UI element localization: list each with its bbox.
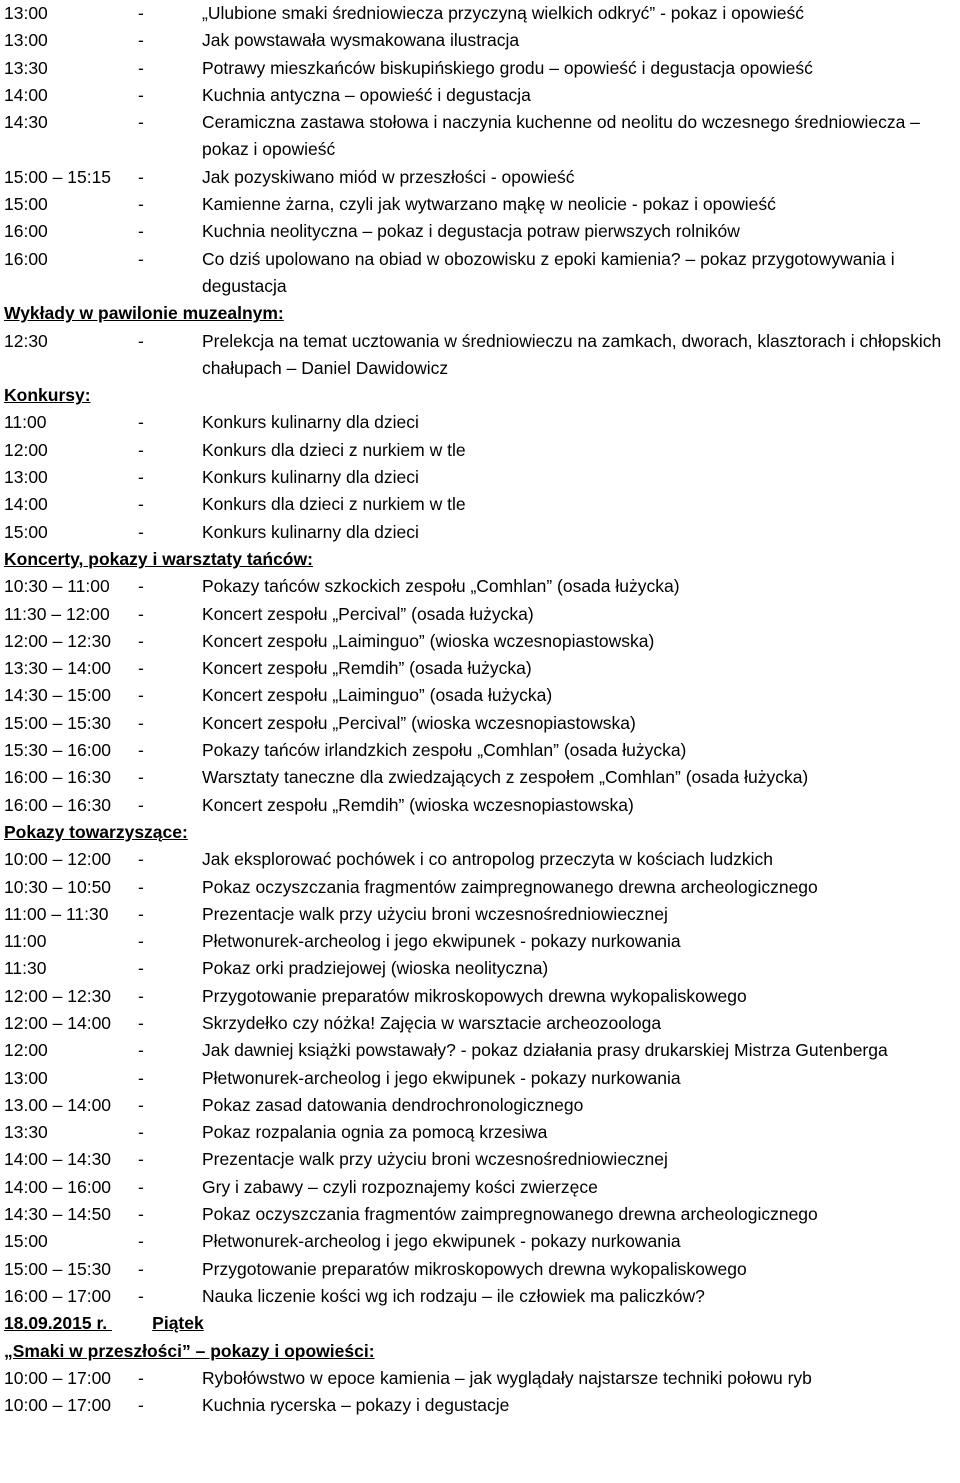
event-time: 12:00: [4, 439, 48, 460]
event-time: 10:30 – 11:00: [4, 576, 110, 597]
day-heading: [4, 1310, 960, 1337]
event-time: 11:30 – 12:00: [4, 603, 110, 624]
separator-dash: -: [138, 248, 144, 269]
schedule-row: [4, 846, 960, 873]
event-description: Potrawy mieszkańców biskupińskiego grodu – opowieść i degustacja opowieść: [202, 57, 813, 78]
schedule-row: [4, 601, 960, 628]
separator-dash: -: [138, 603, 144, 624]
schedule-row: [4, 737, 960, 764]
event-description: Konkurs dla dzieci z nurkiem w tle: [202, 439, 466, 460]
schedule-row: [4, 1256, 960, 1283]
schedule-row: [4, 1092, 960, 1119]
event-description: Płetwonurek-archeolog i jego ekwipunek - pokazy nurkowania: [202, 1067, 681, 1088]
separator-dash: -: [138, 794, 144, 815]
separator-dash: -: [138, 221, 144, 242]
separator-dash: -: [138, 1204, 144, 1225]
event-description: Pokaz zasad datowania dendrochronologicznego: [202, 1094, 584, 1115]
event-time: 16:00 – 16:30: [4, 794, 112, 815]
event-description: Jak dawniej książki powstawały? - pokaz działania prasy drukarskiej Mistrza Gutenberga: [202, 1040, 888, 1061]
event-description: Skrzydełko czy nóżka! Zajęcia w warsztacie archeozoologa: [202, 1012, 662, 1033]
event-time: 16:00 – 17:00: [4, 1285, 112, 1306]
event-time: 14:30 – 15:00: [4, 685, 112, 706]
event-time: 11:00 – 11:30: [4, 903, 109, 924]
schedule-row: [4, 109, 960, 164]
event-time: 15:00 – 15:30: [4, 1258, 112, 1279]
schedule-row: [4, 409, 960, 436]
schedule-row: [4, 573, 960, 600]
event-time: 13:30 – 14:00: [4, 658, 112, 679]
event-description: Konkurs kulinarny dla dzieci: [202, 412, 419, 433]
separator-dash: -: [138, 1285, 144, 1306]
schedule-row: [4, 1392, 960, 1419]
event-time: 12:30: [4, 330, 48, 351]
event-time: 14:00 – 16:00: [4, 1176, 112, 1197]
event-description: Nauka liczenie kości wg ich rodzaju – ile człowiek ma paliczków?: [202, 1285, 705, 1306]
schedule-row: [4, 191, 960, 218]
event-description: Płetwonurek-archeolog i jego ekwipunek - pokazy nurkowania: [202, 1231, 681, 1252]
schedule-row: [4, 1174, 960, 1201]
schedule-row: [4, 437, 960, 464]
separator-dash: -: [138, 1367, 144, 1388]
separator-dash: -: [138, 740, 144, 761]
event-time: 15:00: [4, 1231, 48, 1252]
event-description: Koncert zespołu „Remdih” (osada łużycka): [202, 658, 532, 679]
separator-dash: -: [138, 1122, 144, 1143]
schedule-row: [4, 1119, 960, 1146]
event-time: 10:00 – 12:00: [4, 849, 112, 870]
event-description: Jak eksplorować pochówek i co antropolog przeczyta w kościach ludzkich: [202, 849, 773, 870]
schedule-row: [4, 1365, 960, 1392]
event-time: 16:00: [4, 248, 48, 269]
schedule-row: [4, 1146, 960, 1173]
separator-dash: -: [138, 1176, 144, 1197]
schedule-row: [4, 82, 960, 109]
event-description: Prelekcja na temat ucztowania w średniowieczu na zamkach, dworach, klasztorach i chłopskich chałupach – Daniel Dawidowicz: [202, 330, 942, 378]
schedule-row: [4, 1228, 960, 1255]
event-description: Kuchnia neolityczna – pokaz i degustacja potraw pierwszych rolników: [202, 221, 740, 242]
event-description: Koncert zespołu „Remdih” (wioska wczesnopiastowska): [202, 794, 634, 815]
separator-dash: -: [138, 1094, 144, 1115]
separator-dash: -: [138, 330, 144, 351]
separator-dash: -: [138, 112, 144, 133]
date-gap: [107, 1310, 152, 1337]
event-time: 15:00 – 15:30: [4, 712, 112, 733]
schedule-row: [4, 491, 960, 518]
schedule-row: [4, 27, 960, 54]
event-description: Rybołówstwo w epoce kamienia – jak wyglądały najstarsze techniki połowu ryb: [202, 1367, 812, 1388]
event-time: 11:00: [4, 931, 47, 952]
separator-dash: -: [138, 685, 144, 706]
event-time: 14:30: [4, 112, 48, 133]
separator-dash: -: [138, 84, 144, 105]
event-time: 13:00: [4, 30, 48, 51]
event-description: Jak pozyskiwano miód w przeszłości - opowieść: [202, 166, 575, 187]
schedule-row: [4, 328, 960, 383]
section-heading: Konkursy:: [4, 385, 91, 406]
day-weekday: Piątek: [152, 1313, 204, 1334]
separator-dash: -: [138, 467, 144, 488]
separator-dash: -: [138, 3, 144, 23]
event-time: 15:00 – 15:15: [4, 166, 112, 187]
separator-dash: -: [138, 412, 144, 433]
separator-dash: -: [138, 494, 144, 515]
event-time: 13:00: [4, 1067, 48, 1088]
separator-dash: -: [138, 57, 144, 78]
schedule-row: [4, 901, 960, 928]
section-heading: Wykłady w pawilonie muzealnym:: [4, 303, 284, 324]
schedule-row: [4, 792, 960, 819]
separator-dash: -: [138, 630, 144, 651]
event-description: Co dziś upolowano na obiad w obozowisku z epoki kamienia? – pokaz przygotowywania i degustacja: [202, 248, 895, 296]
event-description: Kuchnia antyczna – opowieść i degustacja: [202, 84, 531, 105]
event-time: 15:30 – 16:00: [4, 740, 112, 761]
event-time: 12:00 – 12:30: [4, 985, 112, 1006]
separator-dash: -: [138, 194, 144, 215]
event-description: „Ulubione smaki średniowiecza przyczyną wielkich odkryć” - pokaz i opowieść: [202, 3, 805, 23]
section-heading: „Smaki w przeszłości” – pokazy i opowieści:: [4, 1340, 375, 1361]
schedule-row: [4, 955, 960, 982]
schedule-row: [4, 1037, 960, 1064]
separator-dash: -: [138, 1395, 144, 1416]
event-description: Konkurs dla dzieci z nurkiem w tle: [202, 494, 466, 515]
event-description: Ceramiczna zastawa stołowa i naczynia kuchenne od neolitu do wczesnego średniowiecza – pokaz i opowieść: [202, 112, 920, 160]
event-description: Pokaz oczyszczania fragmentów zaimpregnowanego drewna archeologicznego: [202, 876, 818, 897]
schedule-row: [4, 519, 960, 546]
event-time: 12:00: [4, 1040, 48, 1061]
event-time: 16:00: [4, 221, 48, 242]
separator-dash: -: [138, 439, 144, 460]
schedule-row: [4, 1010, 960, 1037]
event-time: 13:30: [4, 1122, 48, 1143]
event-time: 10:30 – 10:50: [4, 876, 112, 897]
event-description: Koncert zespołu „Laiminguo” (osada łużycka): [202, 685, 553, 706]
schedule-row: [4, 246, 960, 301]
separator-dash: -: [138, 166, 144, 187]
event-time: 15:00: [4, 521, 48, 542]
day-date: 18.09.2015 r.: [4, 1313, 108, 1334]
schedule-row: [4, 1201, 960, 1228]
event-description: Pokazy tańców szkockich zespołu „Comhlan” (osada łużycka): [202, 576, 680, 597]
event-time: 15:00: [4, 194, 48, 215]
event-description: Przygotowanie preparatów mikroskopowych drewna wykopaliskowego: [202, 1258, 747, 1279]
separator-dash: -: [138, 1040, 144, 1061]
event-description: Pokaz oczyszczania fragmentów zaimpregnowanego drewna archeologicznego: [202, 1204, 818, 1225]
separator-dash: -: [138, 1067, 144, 1088]
event-time: 11:00: [4, 412, 47, 433]
schedule-row: [4, 682, 960, 709]
schedule-row: [4, 628, 960, 655]
schedule-row: [4, 1283, 960, 1310]
schedule-row: [4, 1065, 960, 1092]
event-description: Pokazy tańców irlandzkich zespołu „Comhlan” (osada łużycka): [202, 740, 687, 761]
event-time: 12:00 – 12:30: [4, 630, 112, 651]
event-description: Koncert zespołu „Percival” (osada łużycka): [202, 603, 534, 624]
event-time: 12:00 – 14:00: [4, 1012, 112, 1033]
event-description: Prezentacje walk przy użyciu broni wczesnośredniowiecznej: [202, 1149, 668, 1170]
schedule-row: [4, 710, 960, 737]
separator-dash: -: [138, 30, 144, 51]
event-description: Konkurs kulinarny dla dzieci: [202, 467, 419, 488]
section-heading: Pokazy towarzyszące:: [4, 821, 188, 842]
schedule-row: [4, 164, 960, 191]
event-time: 13:30: [4, 57, 48, 78]
separator-dash: -: [138, 903, 144, 924]
schedule-row: [4, 764, 960, 791]
schedule-row: [4, 874, 960, 901]
event-description: Koncert zespołu „Laiminguo” (wioska wczesnopiastowska): [202, 630, 655, 651]
event-description: Pokaz orki pradziejowej (wioska neolityczna): [202, 958, 549, 979]
separator-dash: -: [138, 712, 144, 733]
event-time: 14:00 – 14:30: [4, 1149, 112, 1170]
separator-dash: -: [138, 576, 144, 597]
event-description: Przygotowanie preparatów mikroskopowych drewna wykopaliskowego: [202, 985, 747, 1006]
separator-dash: -: [138, 658, 144, 679]
separator-dash: -: [138, 958, 144, 979]
event-time: 10:00 – 17:00: [4, 1367, 112, 1388]
separator-dash: -: [138, 1258, 144, 1279]
event-time: 13.00 – 14:00: [4, 1094, 112, 1115]
event-time: 13:00: [4, 3, 48, 23]
event-time: 14:30 – 14:50: [4, 1204, 112, 1225]
separator-dash: -: [138, 521, 144, 542]
separator-dash: -: [138, 767, 144, 788]
separator-dash: -: [138, 931, 144, 952]
event-description: Warsztaty taneczne dla zwiedzających z zespołem „Comhlan” (osada łużycka): [202, 767, 809, 788]
schedule-row: [4, 928, 960, 955]
event-description: Prezentacje walk przy użyciu broni wczesnośredniowiecznej: [202, 903, 668, 924]
schedule-row: [4, 655, 960, 682]
separator-dash: -: [138, 985, 144, 1006]
event-time: 10:00 – 17:00: [4, 1395, 112, 1416]
separator-dash: -: [138, 1231, 144, 1252]
event-description: Kuchnia rycerska – pokazy i degustacje: [202, 1395, 510, 1416]
event-description: Pokaz rozpalania ognia za pomocą krzesiwa: [202, 1122, 548, 1143]
separator-dash: -: [138, 1149, 144, 1170]
schedule-row: [4, 0, 960, 27]
schedule-row: [4, 464, 960, 491]
event-time: 14:00: [4, 494, 48, 515]
event-description: Konkurs kulinarny dla dzieci: [202, 521, 419, 542]
section-heading: Koncerty, pokazy i warsztaty tańców:: [4, 548, 313, 569]
event-time: 13:00: [4, 467, 48, 488]
event-time: 16:00 – 16:30: [4, 767, 112, 788]
event-description: Kamienne żarna, czyli jak wytwarzano mąkę w neolicie - pokaz i opowieść: [202, 194, 776, 215]
event-description: Jak powstawała wysmakowana ilustracja: [202, 30, 520, 51]
event-time: 11:30: [4, 958, 47, 979]
event-description: Gry i zabawy – czyli rozpoznajemy kości zwierzęce: [202, 1176, 598, 1197]
event-time: 14:00: [4, 84, 48, 105]
event-description: Płetwonurek-archeolog i jego ekwipunek - pokazy nurkowania: [202, 931, 681, 952]
separator-dash: -: [138, 1012, 144, 1033]
separator-dash: -: [138, 849, 144, 870]
schedule-row: [4, 983, 960, 1010]
schedule-row: [4, 218, 960, 245]
schedule-row: [4, 55, 960, 82]
event-description: Koncert zespołu „Percival” (wioska wczesnopiastowska): [202, 712, 636, 733]
separator-dash: -: [138, 876, 144, 897]
